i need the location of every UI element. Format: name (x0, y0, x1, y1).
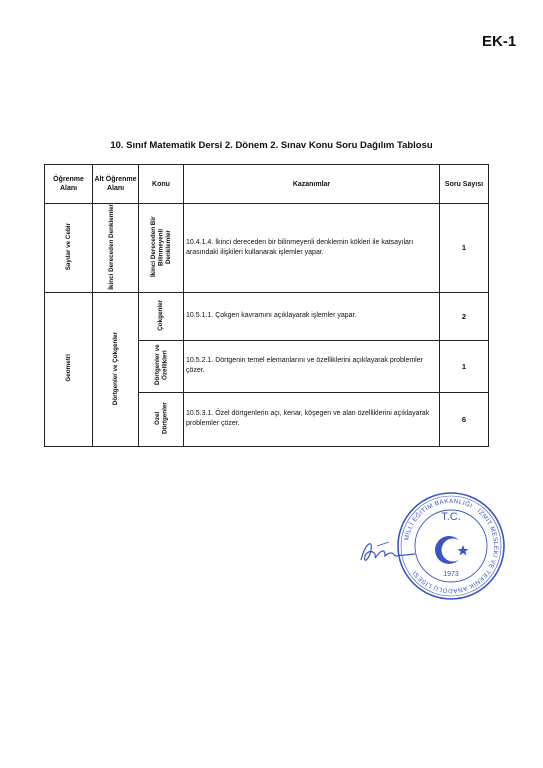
header-ogrenme-alani: Öğrenme Alanı (45, 165, 93, 204)
konu-cell: Dörtgenler ve Özellikleri (139, 340, 184, 392)
seal-top-text: T.C. (441, 511, 461, 523)
soru-sayisi-cell: 1 (440, 340, 489, 392)
kazanim-cell: 10.5.2.1. Dörtgenin temel elemanlarını ve özelliklerini açıklayarak problemler çözer. (184, 340, 440, 392)
soru-sayisi-cell: 2 (440, 292, 489, 340)
seal-ring-text: MİLLÎ EĞİTİM BAKANLIĞI · İZMİT MESLEKİ VE TEKNİK ANADOLU LİSESİ (403, 497, 500, 595)
crescent-star-icon (435, 536, 469, 564)
annex-label: EK-1 (482, 33, 517, 50)
konu-cell: İkinci Dereceden Bir Bilinmeyenli Denklemler (139, 204, 184, 293)
alt-ogrenme-alani-cell: İkinci Dereceden Denklemler (93, 204, 139, 293)
konu-cell: Çokgenler (139, 292, 184, 340)
distribution-table (44, 164, 489, 447)
kazanim-cell: 10.4.1.4. İkinci dereceden bir bilinmeyenli denklemin kökleri ile katsayıları arasındaki ilişkileri kullanarak işlemler yapar. (184, 204, 440, 293)
header-konu: Konu (139, 165, 184, 204)
ogrenme-alani-cell: Geometri (45, 292, 93, 446)
table-row (45, 292, 489, 340)
document-title: 10. Sınıf Matematik Dersi 2. Dönem 2. Sınav Konu Soru Dağılım Tablosu (110, 140, 433, 151)
alt-ogrenme-alani-cell: Dörtgenler ve Çokgenler (93, 292, 139, 446)
header-soru-sayisi: Soru Sayısı (440, 165, 489, 204)
table-row (45, 204, 489, 293)
ogrenme-alani-cell: Sayılar ve Cebir (45, 204, 93, 293)
kazanim-cell: 10.5.1.1. Çokgen kavramını açıklayarak işlemler yapar. (184, 292, 440, 340)
header-alt-ogrenme-alani: Alt Öğrenme Alanı (93, 165, 139, 204)
seal-year: 1973 (443, 571, 459, 578)
soru-sayisi-cell: 1 (440, 204, 489, 293)
konu-cell: Özel Dörtgenler (139, 392, 184, 446)
header-kazanimlar: Kazanımlar (184, 165, 440, 204)
official-seal (395, 490, 507, 602)
kazanim-cell: 10.5.3.1. Özel dörtgenlerin açı, kenar, köşegen ve alan özelliklerini açıklayarak problemler çözer. (184, 392, 440, 446)
header-row (45, 165, 489, 204)
soru-sayisi-cell: 6 (440, 392, 489, 446)
